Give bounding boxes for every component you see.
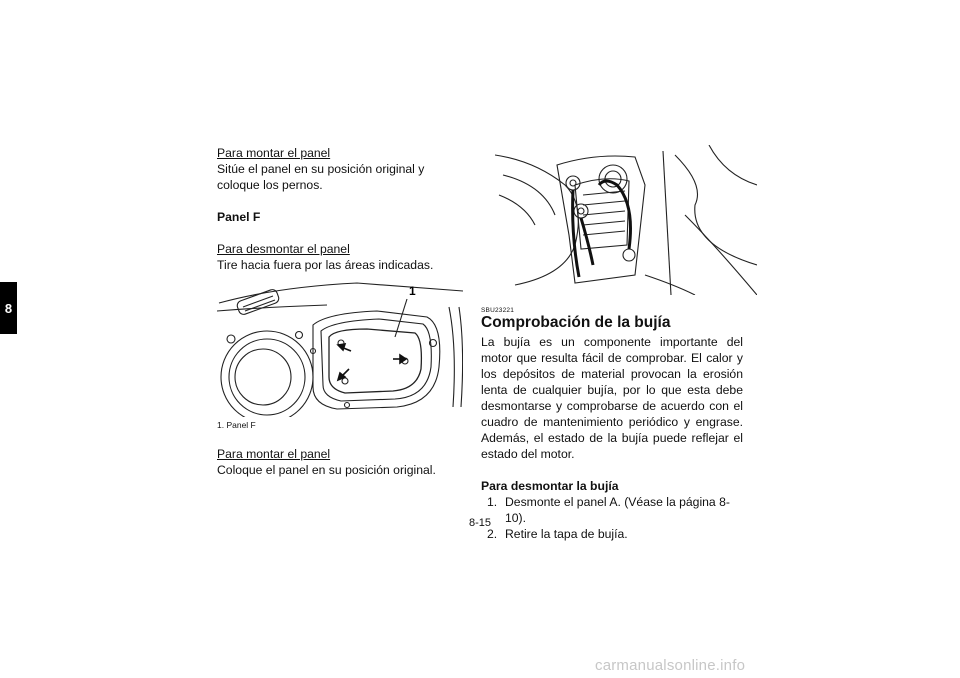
section-title: Comprobación de la bujía — [481, 314, 671, 331]
install-text-2: Coloque el panel en su posición original. — [217, 463, 436, 477]
panel-title: Panel F — [217, 210, 261, 224]
list-item: 2. Retire la tapa de bujía. — [487, 527, 628, 541]
spark-plug-illustration — [495, 145, 757, 295]
list-item: 1. Desmonte el panel A. (Véase la página 8-10). — [487, 495, 730, 525]
procedure-title: Para desmontar la bujía — [481, 479, 619, 493]
right-column — [481, 145, 743, 542]
panel-f-illustration — [217, 277, 463, 417]
figure-callout: 1 — [409, 284, 416, 298]
chapter-tab — [0, 282, 17, 334]
remove-heading: Para desmontar el panel — [217, 242, 350, 256]
install-heading-2: Para montar el panel — [217, 447, 331, 461]
left-column — [217, 145, 463, 478]
figure-caption: 1. Panel F — [217, 420, 256, 430]
page-number: 8-15 — [468, 517, 492, 529]
install-heading-1: Para montar el panel — [217, 146, 331, 160]
chapter-tab-label: 8 — [4, 300, 13, 316]
install-text-1: Sitúe el panel en su posición original y coloque los pernos. — [217, 162, 425, 192]
remove-text: Tire hacia fuera por las áreas indicadas. — [217, 258, 434, 272]
watermark: carmanualsonline.info — [595, 657, 746, 674]
reference-code: SBU23221 — [481, 307, 515, 314]
section-body: La bujía es un componente importante del motor que resulta fácil de comprobar. El calor y los depósitos de material provocan la erosión lenta de cualquier bujía, por lo que esta debe desmontarse y comprobarse de acuerdo con el cuadro de mantenimiento periódico y engrase. Además, el estado de la bujía puede reflejar el estado del motor. — [481, 335, 743, 461]
